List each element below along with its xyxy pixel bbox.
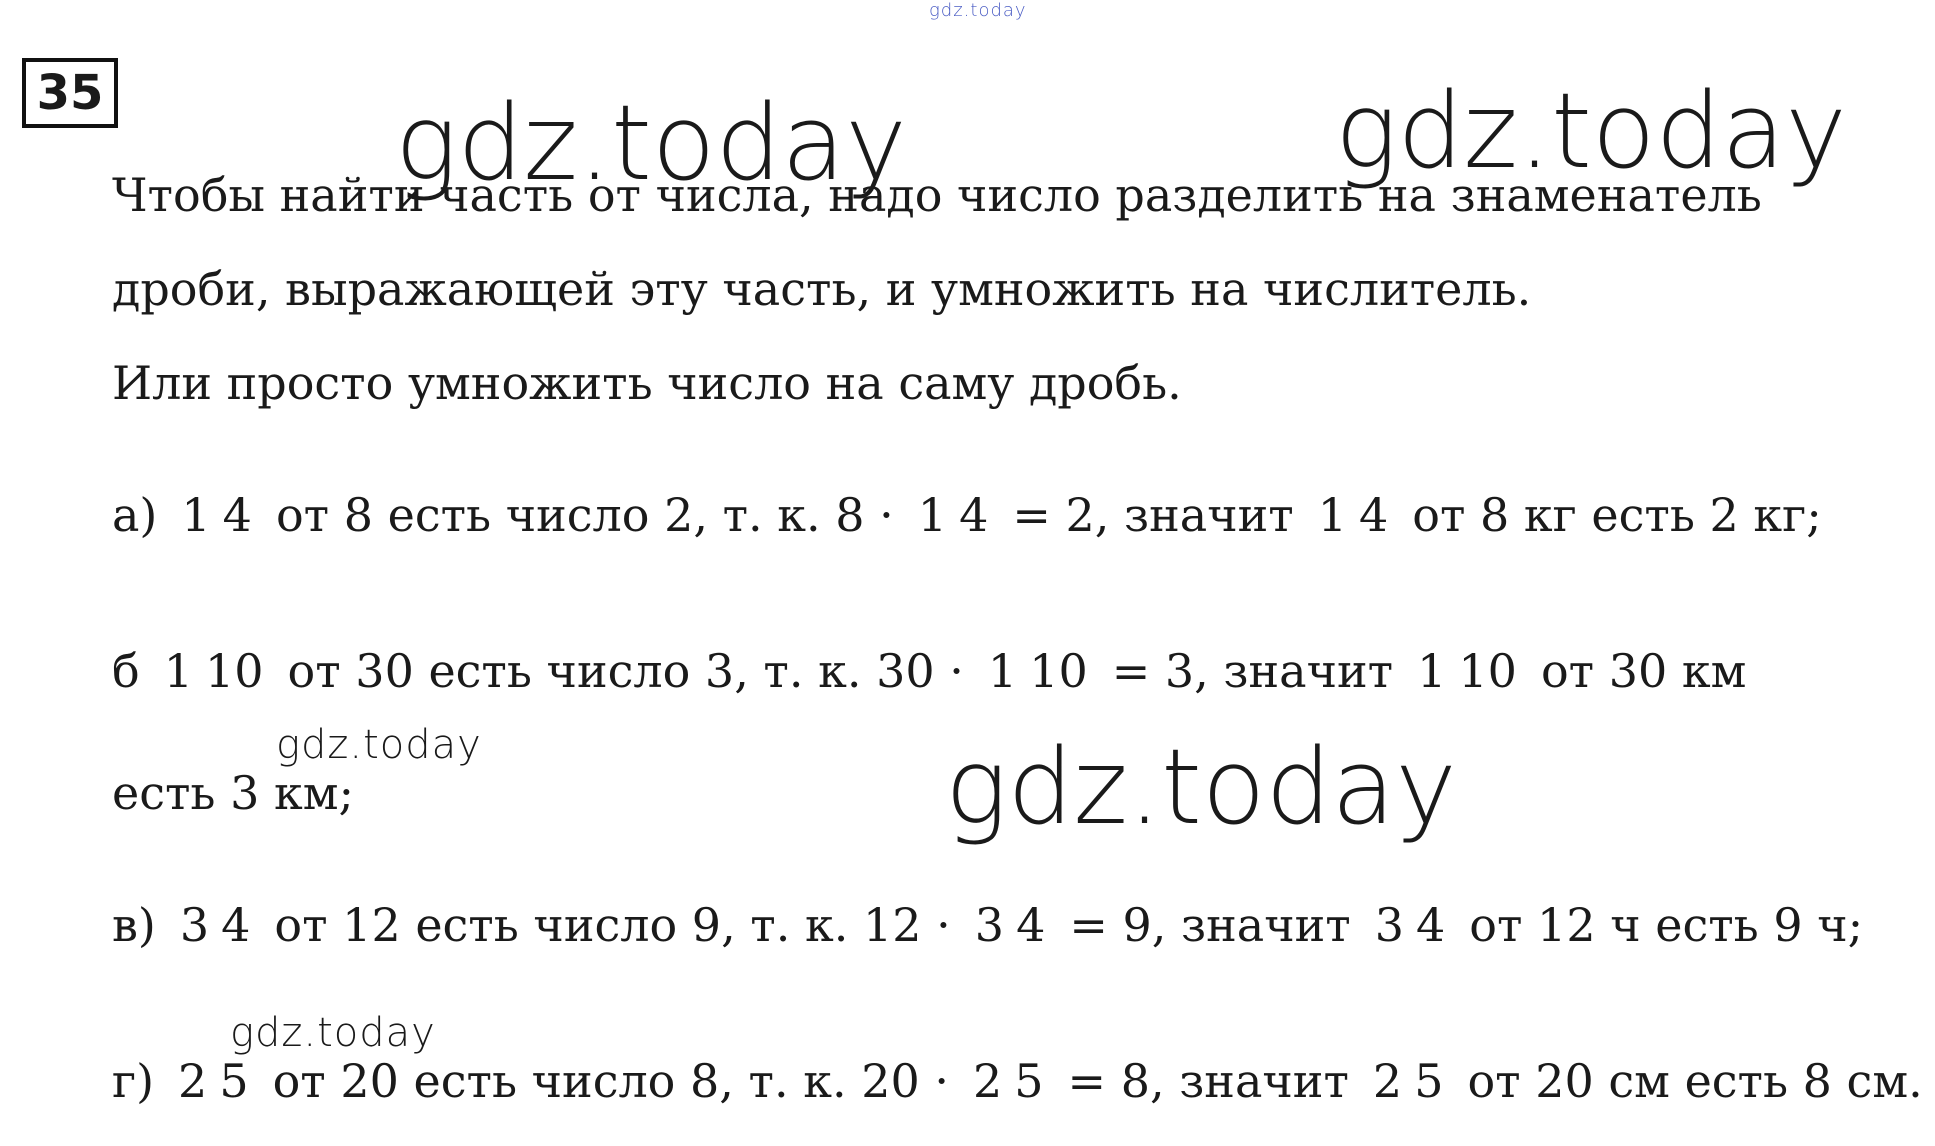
rule-line-1: Чтобы найти часть от числа, надо число разделить на знаменатель [112, 168, 1762, 222]
denominator: 5 [219, 1053, 249, 1108]
denominator: 5 [1414, 1053, 1444, 1108]
denominator: 10 [204, 643, 264, 698]
example-text: от 12 есть число 9, т. к. 12 · [274, 898, 951, 952]
numerator: 3 [974, 897, 1005, 952]
fraction [1312, 489, 1395, 542]
fraction [1369, 899, 1452, 952]
watermark-large-right: gdz.today [1335, 70, 1847, 192]
example-a [112, 450, 1822, 580]
numerator: 1 [1317, 487, 1347, 542]
example-label: б [112, 644, 140, 698]
denominator: 4 [221, 897, 251, 952]
example-label: г) [112, 1054, 155, 1108]
numerator: 3 [179, 897, 210, 952]
example-text: от 12 ч есть 9 ч; [1469, 898, 1864, 952]
watermark-small-mid: gdz.today [276, 722, 482, 768]
task-number: 35 [22, 58, 118, 128]
example-text: = 9, значит [1069, 898, 1351, 952]
denominator: 4 [1016, 897, 1046, 952]
numerator: 1 [987, 643, 1018, 698]
numerator: 1 [181, 487, 211, 542]
denominator: 5 [1014, 1053, 1044, 1108]
denominator: 4 [1359, 487, 1389, 542]
example-text: = 3, значит [1111, 644, 1394, 698]
example-label: а) [112, 488, 158, 542]
fraction [967, 1055, 1050, 1108]
fraction [1367, 1055, 1450, 1108]
example-text: = 2, значит [1012, 488, 1294, 542]
example-b-continuation: есть 3 км; [112, 766, 355, 820]
numerator: 3 [1374, 897, 1404, 952]
denominator: 4 [1416, 897, 1446, 952]
denominator: 4 [959, 487, 989, 542]
watermark-large-left: gdz.today [395, 82, 907, 204]
watermark-small-bottom: gdz.today [230, 1010, 436, 1056]
example-text: от 20 есть число 8, т. к. 20 · [272, 1054, 949, 1108]
example-text: от 8 кг есть 2 кг; [1412, 488, 1822, 542]
fraction [912, 489, 995, 542]
example-b [112, 606, 1746, 736]
fraction [158, 645, 270, 698]
example-d [112, 1016, 1923, 1146]
example-text: от 30 км [1540, 644, 1747, 698]
fraction [969, 899, 1052, 952]
numerator: 2 [1372, 1053, 1403, 1108]
fraction [1411, 645, 1523, 698]
numerator: 1 [917, 487, 948, 542]
numerator: 2 [972, 1053, 1003, 1108]
rule-line-3: Или просто умножить число на саму дробь. [112, 356, 1182, 410]
example-c [112, 860, 1863, 990]
fraction [174, 899, 257, 952]
example-text: от 20 см есть 8 см. [1467, 1054, 1923, 1108]
denominator: 4 [222, 487, 252, 542]
numerator: 1 [163, 643, 193, 698]
example-text: от 30 есть число 3, т. к. 30 · [287, 644, 964, 698]
denominator: 10 [1029, 643, 1088, 698]
rule-line-2: дроби, выражающей эту часть, и умножить на числитель. [112, 262, 1532, 316]
numerator: 2 [178, 1053, 208, 1108]
fraction [172, 1055, 255, 1108]
fraction [982, 645, 1094, 698]
numerator: 1 [1417, 643, 1447, 698]
denominator: 10 [1458, 643, 1517, 698]
watermark-top: gdz.today [929, 0, 1027, 21]
watermark-large-center: gdz.today [945, 726, 1457, 848]
example-label: в) [112, 898, 156, 952]
example-text: от 8 есть число 2, т. к. 8 · [275, 488, 894, 542]
fraction [175, 489, 258, 542]
example-text: = 8, значит [1067, 1054, 1349, 1108]
